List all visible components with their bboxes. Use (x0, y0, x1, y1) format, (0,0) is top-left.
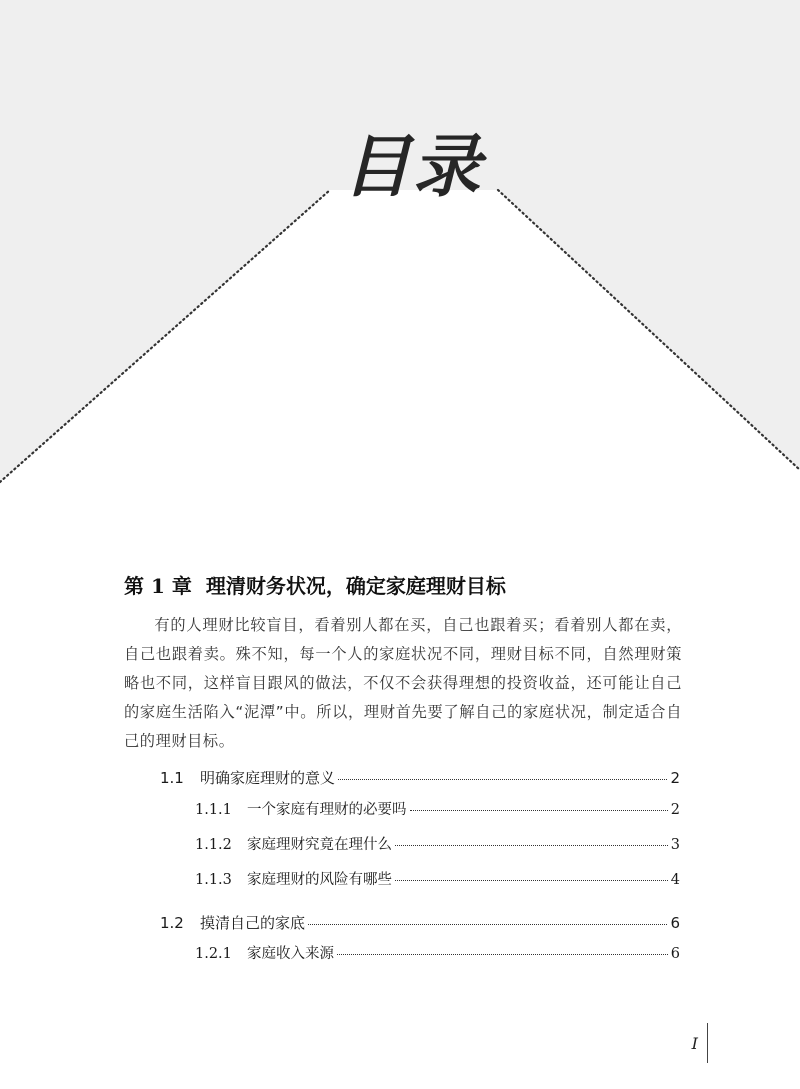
toc-page: 2 (670, 769, 680, 787)
toc-entry[interactable] (160, 912, 680, 934)
chapter-number: 第 1 章 (124, 574, 192, 598)
toc-page: 4 (670, 872, 680, 888)
toc-label: 明确家庭理财的意义 (200, 769, 336, 787)
toc-entry[interactable] (195, 834, 680, 856)
toc-leader (410, 810, 668, 811)
toc-leader (337, 954, 668, 955)
toc-number: 1.1.1 (195, 802, 232, 818)
toc-label: 家庭理财的风险有哪些 (247, 872, 392, 888)
page-number: I (691, 1034, 698, 1053)
toc-page: 6 (670, 914, 680, 932)
toc-label: 家庭理财究竟在理什么 (247, 837, 392, 853)
chapter-intro: 有的人理财比较盲目，看着别人都在买，自己也跟着买；看着别人都在卖，自己也跟着卖。殊不知，每一个人的家庭状况不同，理财目标不同，自然理财策略也不同，这样盲目跟风的做法，不仅不会获得理想的投资收益，还可能让自己的家庭生活陷入“泥潭”中。所以，理财首先要了解自己的家庭状况，制定适合自己的理财目标。 (124, 616, 682, 750)
page-title: 目录 (338, 128, 498, 207)
toc-leader (338, 779, 667, 780)
chapter-title: 理清财务状况，确定家庭理财目标 (205, 574, 506, 598)
toc-label: 一个家庭有理财的必要吗 (247, 802, 407, 818)
toc-number: 1.1.3 (195, 872, 232, 888)
toc-page: 6 (670, 946, 680, 962)
toc-entry[interactable] (195, 943, 680, 965)
toc-number: 1.1.2 (195, 837, 232, 853)
toc-entry[interactable] (160, 767, 680, 789)
toc-label: 家庭收入来源 (247, 946, 334, 962)
toc-leader (395, 845, 668, 846)
page-number-rule (707, 1023, 708, 1063)
header-gray-shape (0, 0, 800, 482)
toc-leader (395, 880, 668, 881)
toc-page: 3 (670, 837, 680, 853)
toc-entry[interactable] (195, 799, 680, 821)
toc-number: 1.2 (160, 914, 184, 932)
toc-label: 摸清自己的家底 (200, 914, 306, 932)
toc-number: 1.1 (160, 769, 184, 787)
toc-number: 1.2.1 (195, 946, 232, 962)
toc-entry[interactable] (195, 869, 680, 891)
toc-page: 2 (670, 802, 680, 818)
chapter-heading (124, 572, 506, 600)
toc-leader (308, 924, 667, 925)
